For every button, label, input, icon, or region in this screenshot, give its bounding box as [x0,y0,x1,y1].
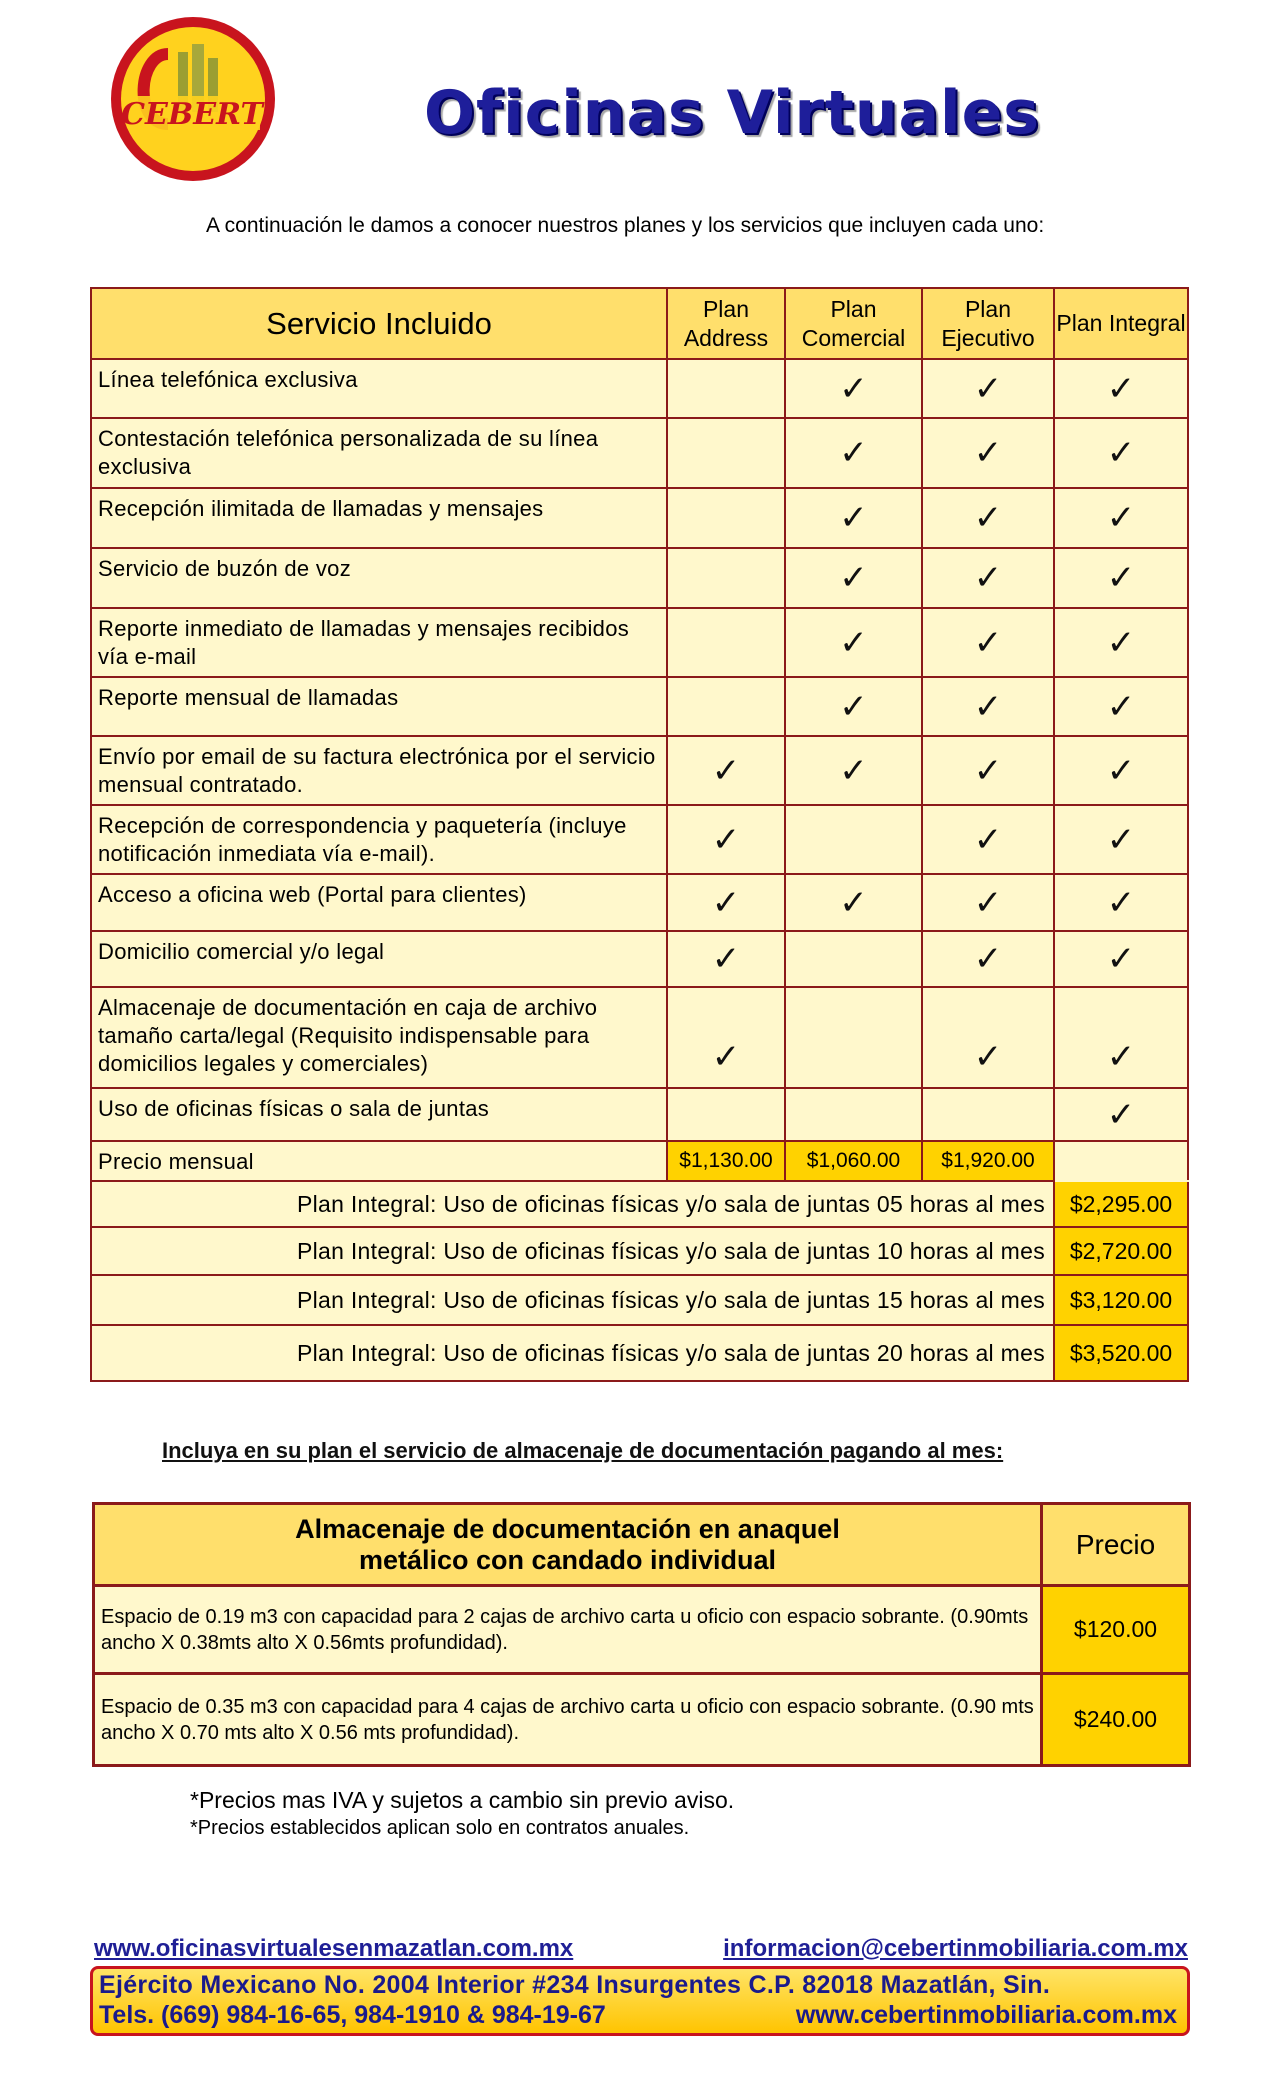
table-row [91,736,1188,805]
header-servicio: Servicio Incluido [91,288,667,359]
empty-cell [667,677,785,736]
storage-row-desc: Espacio de 0.35 m3 con capacidad para 4 cajas de archivo carta u oficio con espacio sobrante. (0.90 mts ancho X 0.70 mts alto X 0.56 mts profundidad). [94,1674,1042,1766]
check-icon: ✓ [785,608,922,677]
empty-cell [785,805,922,874]
footer-phones: Tels. (669) 984-16-65, 984-1910 & 984-19-67 [99,2001,606,2029]
empty-cell [785,1088,922,1141]
integral-option-price: $2,295.00 [1054,1181,1188,1227]
integral-option-label: Plan Integral: Uso de oficinas físicas y/o sala de juntas 15 horas al mes [91,1275,1054,1325]
check-icon: ✓ [667,805,785,874]
integral-option-row [91,1325,1188,1381]
email-link[interactable]: informacion@cebertinmobiliaria.com.mx [723,1935,1188,1962]
check-icon: ✓ [1054,874,1188,931]
check-icon: ✓ [1054,805,1188,874]
check-icon: ✓ [922,548,1054,608]
website2-link[interactable]: www.cebertinmobiliaria.com.mx [795,2001,1177,2029]
footer-box [90,1966,1190,2036]
storage-row-price: $120.00 [1042,1586,1190,1674]
check-icon: ✓ [667,874,785,931]
service-name: Uso de oficinas físicas o sala de juntas [91,1088,667,1141]
plans-table [90,287,1189,1382]
note-annual: *Precios establecidos aplican solo en contratos anuales. [190,1817,690,1839]
header-plan: Plan Address [667,288,785,359]
service-name: Servicio de buzón de voz [91,548,667,608]
plan-price: $1,920.00 [922,1141,1054,1181]
integral-option-row [91,1181,1188,1227]
table-row [91,488,1188,548]
check-icon: ✓ [1054,608,1188,677]
integral-option-price: $3,520.00 [1054,1325,1188,1381]
storage-row-desc: Espacio de 0.19 m3 con capacidad para 2 cajas de archivo carta u oficio con espacio sobrante. (0.90mts ancho X 0.38mts alto X 0.56mts profundidad). [94,1586,1042,1674]
header-plan: Plan Comercial [785,288,922,359]
service-name: Recepción de correspondencia y paquetería (incluye notificación inmediata vía e-mail). [91,805,667,874]
storage-header-price: Precio [1042,1504,1190,1586]
storage-intro: Incluya en su plan el servicio de almacenaje de documentación pagando al mes: [162,1438,1004,1463]
empty-cell [785,931,922,987]
cebert-logo [108,14,278,184]
service-name: Domicilio comercial y/o legal [91,931,667,987]
table-row [91,418,1188,488]
cebert-logo-icon [108,14,278,184]
header-plan: Plan Integral [1054,288,1188,359]
check-icon: ✓ [922,805,1054,874]
page-title: Oficinas Virtuales [424,78,1041,148]
empty-cell [667,418,785,488]
check-icon: ✓ [1054,677,1188,736]
footer-links [92,1935,1188,1965]
check-icon: ✓ [667,736,785,805]
check-icon: ✓ [785,677,922,736]
service-name: Recepción ilimitada de llamadas y mensajes [91,488,667,548]
check-icon: ✓ [1054,488,1188,548]
storage-header-line2: metálico con candado individual [358,1544,777,1575]
service-name: Línea telefónica exclusiva [91,359,667,418]
service-name: Reporte inmediato de llamadas y mensajes recibidos vía e-mail [91,608,667,677]
table-row [91,677,1188,736]
check-icon: ✓ [1054,1088,1188,1141]
storage-row-price: $240.00 [1042,1674,1190,1766]
table-row [91,608,1188,677]
plans-table-wrap [90,287,1187,1382]
check-icon: ✓ [667,987,785,1088]
website-link[interactable]: www.oficinasvirtualesenmazatlan.com.mx [94,1935,574,1962]
empty-cell [667,548,785,608]
check-icon: ✓ [922,418,1054,488]
price-label: Precio mensual [91,1141,667,1181]
service-name: Reporte mensual de llamadas [91,677,667,736]
check-icon: ✓ [922,931,1054,987]
storage-table-wrap [92,1502,1188,1767]
table-row [91,1088,1188,1141]
check-icon: ✓ [1054,418,1188,488]
empty-cell [1054,1141,1188,1181]
storage-header-line1: Almacenaje de documentación en anaquel [295,1513,840,1544]
service-name: Contestación telefónica personalizada de su línea exclusiva [91,418,667,488]
check-icon: ✓ [922,677,1054,736]
check-icon: ✓ [922,488,1054,548]
check-icon: ✓ [1054,931,1188,987]
check-icon: ✓ [1054,736,1188,805]
table-row [91,987,1188,1088]
plan-price: $1,130.00 [667,1141,785,1181]
check-icon: ✓ [785,874,922,931]
empty-cell [667,1088,785,1141]
empty-cell [785,987,922,1088]
table-row [91,874,1188,931]
empty-cell [667,488,785,548]
table-row [91,931,1188,987]
check-icon: ✓ [922,987,1054,1088]
service-name: Acceso a oficina web (Portal para clientes) [91,874,667,931]
check-icon: ✓ [785,359,922,418]
check-icon: ✓ [785,488,922,548]
check-icon: ✓ [1054,359,1188,418]
integral-option-label: Plan Integral: Uso de oficinas físicas y/o sala de juntas 05 horas al mes [91,1181,1054,1227]
check-icon: ✓ [922,608,1054,677]
integral-option-price: $2,720.00 [1054,1227,1188,1275]
check-icon: ✓ [785,548,922,608]
notes [190,1785,734,1841]
table-row [91,359,1188,418]
empty-cell [667,608,785,677]
integral-option-row [91,1227,1188,1275]
plan-price: $1,060.00 [785,1141,922,1181]
check-icon: ✓ [667,931,785,987]
check-icon: ✓ [922,359,1054,418]
check-icon: ✓ [922,736,1054,805]
svg-text:CEBERT: CEBERT [121,97,263,132]
integral-option-label: Plan Integral: Uso de oficinas físicas y/o sala de juntas 20 horas al mes [91,1325,1054,1381]
check-icon: ✓ [785,736,922,805]
service-name: Almacenaje de documentación en caja de archivo tamaño carta/legal (Requisito indispensable para domicilios legales y comerciales) [91,987,667,1088]
integral-option-price: $3,120.00 [1054,1275,1188,1325]
integral-option-label: Plan Integral: Uso de oficinas físicas y/o sala de juntas 10 horas al mes [91,1227,1054,1275]
empty-cell [667,359,785,418]
storage-table [92,1502,1191,1767]
table-row [91,548,1188,608]
integral-option-row [91,1275,1188,1325]
table-row [91,805,1188,874]
note-iva: *Precios mas IVA y sujetos a cambio sin previo aviso. [190,1787,735,1813]
service-name: Envío por email de su factura electrónica por el servicio mensual contratado. [91,736,667,805]
storage-header-desc [94,1504,1042,1586]
price-row [91,1141,1188,1181]
check-icon: ✓ [1054,987,1188,1088]
check-icon: ✓ [785,418,922,488]
check-icon: ✓ [922,874,1054,931]
header-plan: Plan Ejecutivo [922,288,1054,359]
footer-address: Ejército Mexicano No. 2004 Interior #234 Insurgentes C.P. 82018 Mazatlán, Sin. [99,1971,1051,1999]
check-icon: ✓ [1054,548,1188,608]
intro-text: A continuación le damos a conocer nuestros planes y los servicios que incluyen cada uno: [206,214,1045,237]
empty-cell [922,1088,1054,1141]
